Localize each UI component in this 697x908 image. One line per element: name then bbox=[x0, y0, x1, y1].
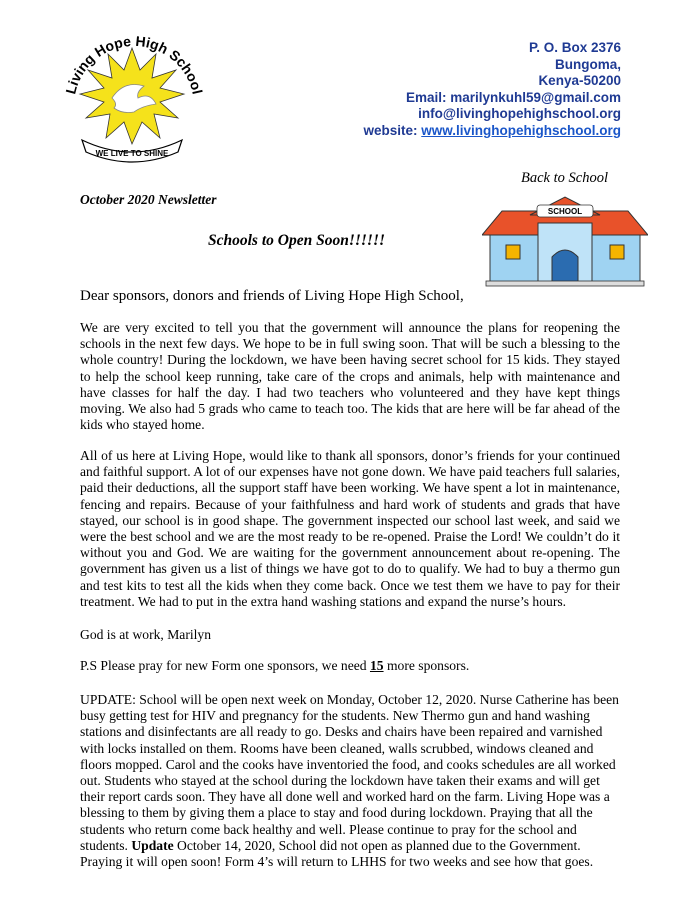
update-text-continued: October 14, 2020, School did not open as planned due to the Government. Praying it will open soon! Form 4’s will return to LHHS for two weeks and see how that goes. bbox=[80, 837, 594, 870]
website-link[interactable]: www.livinghopehighschool.org bbox=[421, 122, 621, 138]
paragraph-thanks: All of us here at Living Hope, would like to thank all sponsors, donor’s friends for your continued and faithful support. A lot of our expenses have not gone down. We have paid teachers full salaries, paid their deductions, all the support staff have been working. We have spent a lot in maintenance, fencing and repairs. Because of your faithfulness and hard work of students and grads that have stayed, our school is in good shape. The government inspected our school last week, and said we were the best school and we are the most ready to be re-opened. Praise the Lord! We couldn’t do it without you and God. We are waiting for the government announcement about re-opening. The government has given us a list of things we have got to do to qualify. We had to buy a thermo gun and test kits to test all the kids when they come back. Once we test them we have to pay for their treatment. We had to put in the extra hand washing stations and expand the nurse’s hours. bbox=[80, 448, 620, 609]
school-sign-text: SCHOOL bbox=[547, 207, 583, 216]
email-secondary: info@livinghopehighschool.org bbox=[418, 106, 621, 122]
logo-motto: WE LIVE TO SHINE bbox=[95, 149, 169, 158]
newsletter-issue: October 2020 Newsletter bbox=[80, 192, 217, 207]
update-text: UPDATE: School will be open next week on Monday, October 12, 2020. Nurse Catherine has been busy getting test for HIV and pregnancy for the students. New Thermo gun and hand washing stations and disinfectants are all ready to go. Desks and chairs have been repaired and varnished with locks installed on them. Rooms have been cleaned, walls scrubbed, windows cleaned and floors mopped. Carol and the cooks have inventoried the food, and cooks schedules are all worked out. Students who stayed at the school during the lockdown have taken their exams and will get their report cards soon. They have all done well and worked hard on the farm. Living Hope was a blessing to them by giving them a place to stay and food during lockdown. Praying that all the students who return come back healthy and well. Please continue to pray for the school and students. bbox=[80, 692, 619, 853]
ps-sponsor-count: 15 bbox=[369, 658, 384, 673]
town: Bungoma, bbox=[555, 56, 621, 72]
back-to-school-caption: Back to School bbox=[521, 170, 608, 186]
ps-text-before: P.S Please pray for new Form one sponsors, we need bbox=[80, 658, 370, 673]
po-box: P. O. Box 2376 bbox=[528, 40, 621, 55]
country: Kenya-50200 bbox=[538, 73, 621, 89]
signoff: God is at work, Marilyn bbox=[80, 627, 212, 642]
update-paragraph bbox=[80, 692, 620, 870]
ps-text-after: more sponsors. bbox=[383, 658, 470, 673]
website-line bbox=[363, 123, 621, 140]
postscript bbox=[80, 658, 620, 674]
paragraph-intro: We are very excited to tell you that the government will announce the plans for reopening the schools in the next few days. We hope to be in full swing soon. That will be such a blessing to the whole country! During the lockdown, we have been having secret school for 15 kids. They stayed to help the school keep running, take care of the crops and animals, help with maintenance and have classes for half the day. I had two teachers who volunteered and they have kept things moving. We also had 5 grads who came to teach too. The kids that are here will be far ahead of the kids who stayed home. bbox=[80, 320, 620, 433]
website-label: website: bbox=[363, 122, 418, 138]
school-building-icon bbox=[482, 195, 648, 287]
school-logo bbox=[52, 18, 212, 168]
greeting: Dear sponsors, donors and friends of Living Hope High School, bbox=[80, 288, 464, 304]
logo-arc-text: Living Hope High School bbox=[62, 32, 206, 96]
email-line: Email: marilynkuhl59@gmail.com bbox=[406, 89, 621, 105]
headline: Schools to Open Soon!!!!!! bbox=[208, 232, 386, 249]
update-label: Update bbox=[131, 837, 174, 853]
contact-block bbox=[363, 40, 621, 140]
